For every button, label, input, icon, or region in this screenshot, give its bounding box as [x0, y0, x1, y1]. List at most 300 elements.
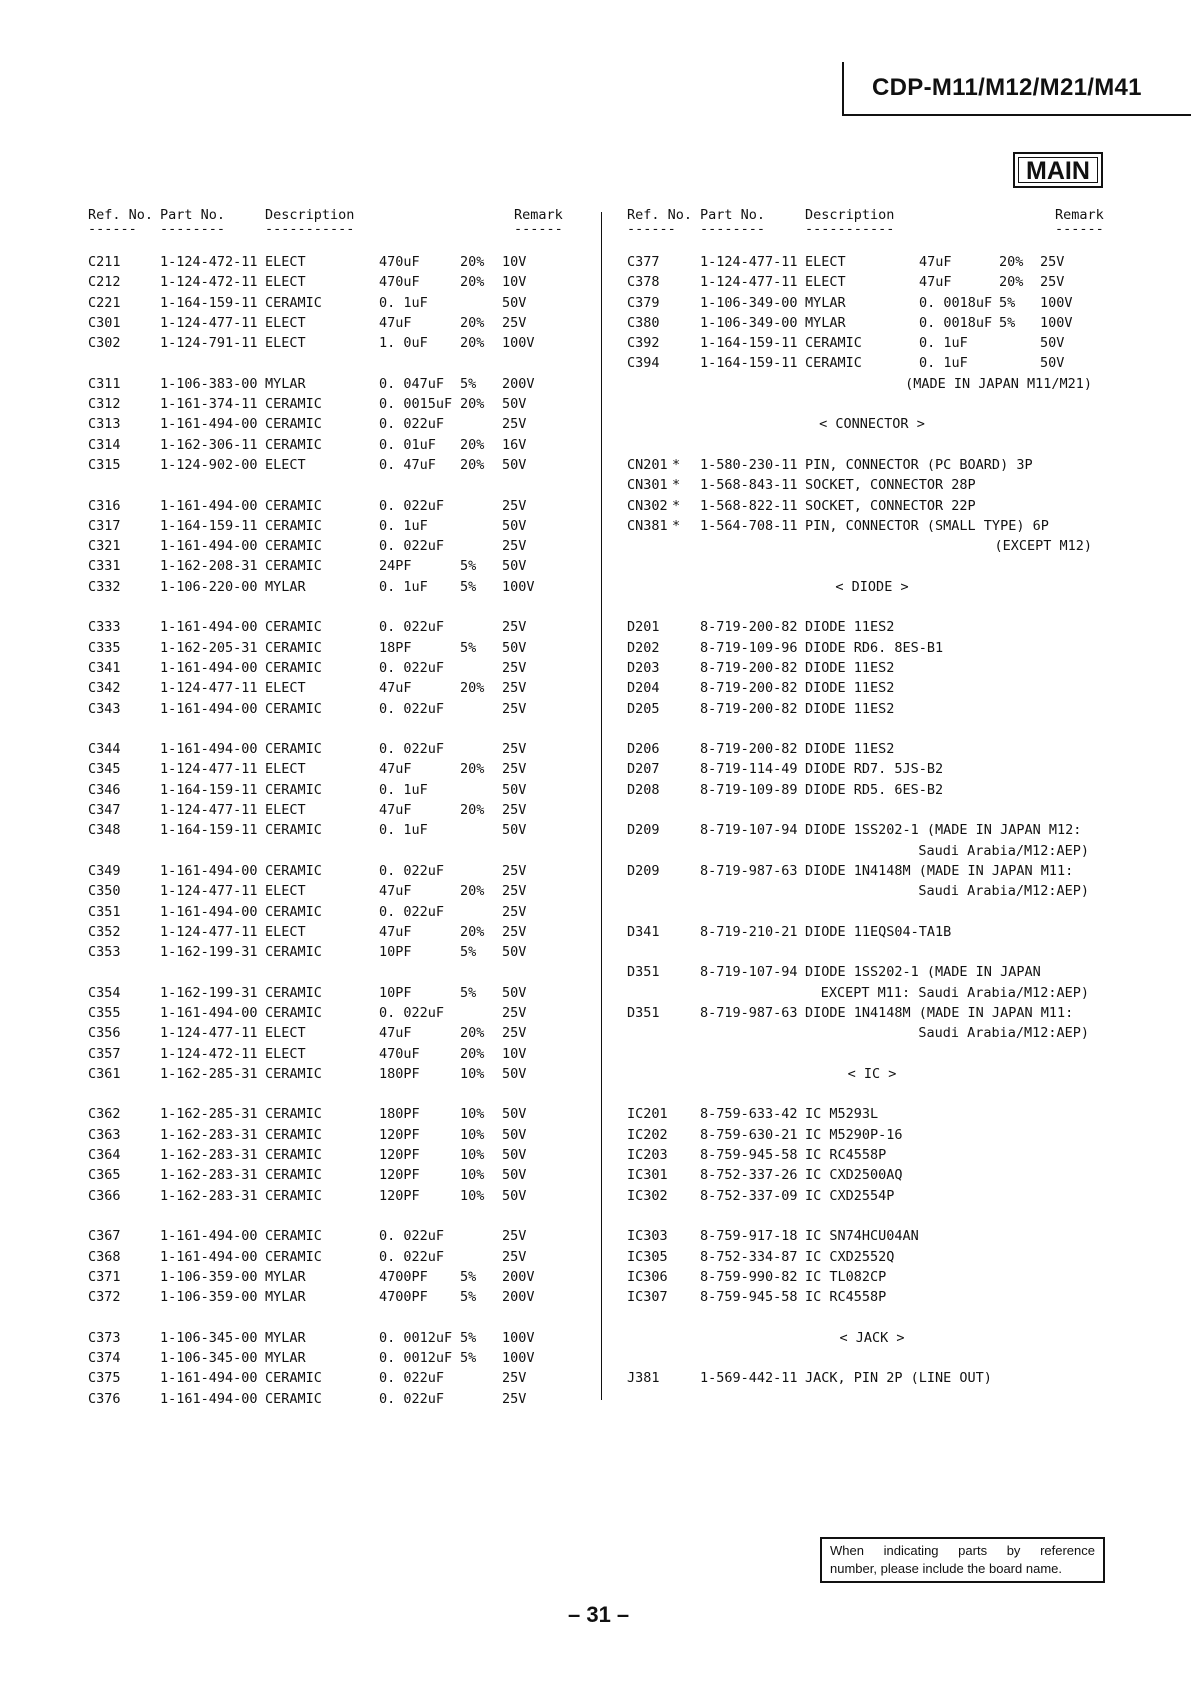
- cell-volt: 50V: [502, 396, 527, 413]
- cell-ref: C344: [88, 741, 121, 758]
- parts-row: [627, 496, 1117, 516]
- column-divider: [601, 212, 602, 1400]
- cell-val: 120PF: [379, 1187, 420, 1204]
- parts-row: [88, 435, 568, 455]
- header-part: Part No.: [160, 207, 226, 223]
- cell-part: 1-124-477-11: [160, 680, 258, 697]
- ic-section-title-text: < IC >: [847, 1065, 897, 1082]
- parts-row: [88, 577, 568, 597]
- parts-row: [88, 861, 568, 881]
- d351b-continuation-text: Saudi Arabia/M12:AEP): [918, 1025, 1089, 1042]
- cell-desc: MYLAR: [805, 314, 846, 331]
- cell-val: 0. 01uF: [379, 436, 436, 453]
- ic-section-title: [627, 1064, 1117, 1084]
- cell-ref: C367: [88, 1228, 121, 1245]
- cell-volt: 10V: [502, 274, 527, 291]
- cell-volt: 200V: [502, 1268, 535, 1285]
- cell-desc: DIODE 11ES2: [805, 741, 895, 758]
- cell-val: 0. 0012uF: [379, 1329, 453, 1346]
- cell-part: 1-124-477-11: [160, 1025, 258, 1042]
- cell-tol: 20%: [460, 396, 485, 413]
- cell-desc: CERAMIC: [265, 517, 322, 534]
- caps-note: [627, 374, 1117, 394]
- parts-row: [627, 922, 1117, 942]
- cell-desc: ELECT: [805, 274, 846, 291]
- cell-tol: 10%: [460, 1167, 485, 1184]
- cell-val: 0. 022uF: [379, 741, 445, 758]
- cell-part: 8-719-210-21: [700, 923, 798, 940]
- cell-tol: 5%: [460, 1350, 477, 1367]
- cell-desc: CERAMIC: [265, 862, 322, 879]
- parts-row: [88, 252, 568, 272]
- cell-ref: IC307: [627, 1289, 668, 1306]
- cell-val: 4700PF: [379, 1268, 428, 1285]
- cell-part: 1-106-359-00: [160, 1268, 258, 1285]
- parts-row: [627, 313, 1117, 333]
- underline-ref: ------: [627, 221, 676, 237]
- cell-volt: 25V: [502, 802, 527, 819]
- cell-volt: 50V: [502, 1147, 527, 1164]
- cell-part: 1-161-494-00: [160, 619, 258, 636]
- cell-volt: 200V: [502, 375, 535, 392]
- cell-desc: ELECT: [805, 254, 846, 270]
- cell-ref: C350: [88, 883, 121, 900]
- cell-desc: DIODE 1SS202-1 (MADE IN JAPAN M12:: [805, 822, 1082, 839]
- cell-part: 8-719-200-82: [700, 619, 798, 636]
- cell-tol: 5%: [460, 984, 477, 1001]
- cell-tol: 20%: [460, 761, 485, 778]
- cell-val: 0. 022uF: [379, 700, 445, 717]
- d209b-continuation-text: Saudi Arabia/M12:AEP): [918, 883, 1089, 900]
- cell-ref: C312: [88, 396, 121, 413]
- parts-list-right: [627, 206, 1117, 1389]
- cell-desc: ELECT: [265, 456, 306, 473]
- cell-volt: 100V: [502, 1329, 535, 1346]
- header-desc: Description: [265, 207, 355, 223]
- cell-ref: IC305: [627, 1248, 668, 1265]
- cell-tol: 5%: [999, 314, 1016, 331]
- cell-ref: C221: [88, 294, 121, 311]
- cell-part: 1-161-494-00: [160, 497, 258, 514]
- cell-ref: C374: [88, 1350, 121, 1367]
- cell-ref: CN381: [627, 517, 668, 534]
- parts-row: [88, 881, 568, 901]
- cell-val: 47uF: [379, 1025, 412, 1042]
- parts-row: [627, 1003, 1117, 1023]
- cell-part: 1-124-477-11: [160, 883, 258, 900]
- underline-desc: -----------: [805, 221, 895, 237]
- cell-ref: D209: [627, 862, 660, 879]
- parts-row: [627, 252, 1117, 272]
- cell-part: 1-106-349-00: [700, 294, 798, 311]
- caps-note-text: (MADE IN JAPAN M11/M21): [905, 375, 1092, 392]
- connector-section-title-text: < CONNECTOR >: [819, 416, 925, 433]
- cell-volt: 100V: [502, 1350, 535, 1367]
- cell-val: 120PF: [379, 1167, 420, 1184]
- cell-part: 1-162-283-31: [160, 1167, 258, 1184]
- parts-row: [88, 516, 568, 536]
- header-part: Part No.: [700, 207, 766, 223]
- cell-tol: 20%: [460, 335, 485, 352]
- cell-ref: CN302: [627, 497, 668, 514]
- cell-val: 47uF: [379, 883, 412, 900]
- parts-row: [627, 780, 1117, 800]
- parts-row: [627, 455, 1117, 475]
- cell-val: 10PF: [379, 984, 412, 1001]
- cell-desc: CERAMIC: [265, 1167, 322, 1184]
- underline-ref: ------: [88, 221, 137, 237]
- cell-part: 8-719-200-82: [700, 659, 798, 676]
- cell-val: 0. 022uF: [379, 538, 445, 555]
- d209a-continuation: [627, 841, 1117, 861]
- parts-row: [88, 780, 568, 800]
- cell-ref: IC201: [627, 1106, 668, 1123]
- cell-ref: C343: [88, 700, 121, 717]
- cell-val: 0. 022uF: [379, 619, 445, 636]
- cell-volt: 25V: [1040, 274, 1065, 291]
- parts-row: [627, 293, 1117, 313]
- cell-desc: CERAMIC: [265, 1187, 322, 1204]
- parts-row: [627, 475, 1117, 495]
- cell-desc: IC M5293L: [805, 1106, 879, 1123]
- cell-desc: IC RC4558P: [805, 1147, 887, 1164]
- cell-volt: 25V: [502, 680, 527, 697]
- cell-desc: DIODE 11ES2: [805, 659, 895, 676]
- cell-desc: CERAMIC: [265, 538, 322, 555]
- cell-ref: D205: [627, 700, 660, 717]
- parts-row: [88, 699, 568, 719]
- cell-ref: IC301: [627, 1167, 668, 1184]
- cell-desc: DIODE RD7. 5JS-B2: [805, 761, 944, 778]
- cell-ref: C313: [88, 416, 121, 433]
- parts-row: [88, 455, 568, 475]
- jack-section-title-text: < JACK >: [839, 1329, 905, 1346]
- cell-desc: CERAMIC: [265, 497, 322, 514]
- diode-section-title-text: < DIODE >: [835, 578, 909, 595]
- cell-desc: SOCKET, CONNECTOR 22P: [805, 497, 976, 514]
- cell-desc: CERAMIC: [265, 1147, 322, 1164]
- parts-row: [88, 617, 568, 637]
- cell-ref: IC302: [627, 1187, 668, 1204]
- cell-desc: CERAMIC: [265, 984, 322, 1001]
- cell-tol: 5%: [460, 1329, 477, 1346]
- cell-desc: IC TL082CP: [805, 1268, 887, 1285]
- cell-desc: CERAMIC: [265, 781, 322, 798]
- cell-val: 24PF: [379, 558, 412, 575]
- cell-val: 0. 022uF: [379, 659, 445, 676]
- cell-volt: 25V: [502, 862, 527, 879]
- cell-part: 1-161-494-00: [160, 1370, 258, 1387]
- cell-volt: 100V: [502, 578, 535, 595]
- parts-row: [627, 353, 1117, 373]
- cell-part: 1-162-199-31: [160, 984, 258, 1001]
- cell-part: 1-162-306-11: [160, 436, 258, 453]
- cell-volt: 25V: [502, 1390, 527, 1407]
- cell-ref: C373: [88, 1329, 121, 1346]
- cell-part: 1-124-477-11: [700, 254, 798, 270]
- cell-ref: C341: [88, 659, 121, 676]
- cell-part: 1-161-494-00: [160, 538, 258, 555]
- cell-part: 1-161-494-00: [160, 1004, 258, 1021]
- cell-part: 8-719-109-89: [700, 781, 798, 798]
- cell-val: 0. 022uF: [379, 1228, 445, 1245]
- cell-desc: DIODE 1SS202-1 (MADE IN JAPAN: [805, 964, 1041, 981]
- cell-ref: C380: [627, 314, 660, 331]
- cell-val: 0. 022uF: [379, 416, 445, 433]
- cell-tol: 5%: [460, 1268, 477, 1285]
- parts-row: [88, 536, 568, 556]
- cell-tol: 20%: [460, 436, 485, 453]
- parts-row: [627, 739, 1117, 759]
- cell-tol: 20%: [460, 274, 485, 291]
- parts-row: [627, 1226, 1117, 1246]
- cell-desc: SOCKET, CONNECTOR 28P: [805, 477, 976, 494]
- cell-ref: C342: [88, 680, 121, 697]
- parts-row: [88, 374, 568, 394]
- cell-ref: C354: [88, 984, 121, 1001]
- cell-part: 1-124-902-00: [160, 456, 258, 473]
- cell-volt: 50V: [1040, 335, 1065, 352]
- cell-part: 1-161-494-00: [160, 1390, 258, 1407]
- d351b-continuation: [627, 1023, 1117, 1043]
- cell-val: 120PF: [379, 1126, 420, 1143]
- cell-ref: D351: [627, 1004, 660, 1021]
- cell-part: 8-752-337-26: [700, 1167, 798, 1184]
- parts-row: [88, 333, 568, 353]
- cell-desc: ELECT: [265, 1045, 306, 1062]
- cell-ref: C315: [88, 456, 121, 473]
- cell-ref: C356: [88, 1025, 121, 1042]
- parts-row: [88, 800, 568, 820]
- cell-part: 1-162-208-31: [160, 558, 258, 575]
- cell-ref: IC303: [627, 1228, 668, 1245]
- cell-desc: CERAMIC: [265, 1228, 322, 1245]
- cell-volt: 50V: [502, 558, 527, 575]
- parts-row: [88, 759, 568, 779]
- cell-desc: ELECT: [265, 1025, 306, 1042]
- cell-val: 47uF: [379, 761, 412, 778]
- cell-part: 1-124-472-11: [160, 254, 258, 270]
- cell-ref: C314: [88, 436, 121, 453]
- cell-part: 1-164-159-11: [700, 355, 798, 372]
- board-label: MAIN: [1018, 157, 1098, 183]
- cell-part: 1-106-345-00: [160, 1329, 258, 1346]
- cell-desc: ELECT: [265, 883, 306, 900]
- cell-part: 1-568-843-11: [700, 477, 798, 494]
- parts-row: [627, 1186, 1117, 1206]
- cell-volt: 25V: [502, 1248, 527, 1265]
- parts-row: [88, 313, 568, 333]
- cell-volt: 10V: [502, 1045, 527, 1062]
- board-label-box: [1013, 152, 1103, 188]
- cell-tol: 5%: [460, 558, 477, 575]
- parts-row: [88, 1368, 568, 1388]
- cell-desc: CERAMIC: [265, 558, 322, 575]
- cell-val: 4700PF: [379, 1289, 428, 1306]
- cell-volt: 50V: [502, 944, 527, 961]
- cell-desc: CERAMIC: [265, 944, 322, 961]
- model-title: CDP-M11/M12/M21/M41: [872, 74, 1142, 101]
- parts-row: [88, 922, 568, 942]
- cell-desc: IC CXD2500AQ: [805, 1167, 903, 1184]
- cell-desc: DIODE RD6. 8ES-B1: [805, 639, 944, 656]
- cell-tol: 20%: [999, 254, 1024, 270]
- cell-desc: MYLAR: [265, 1329, 306, 1346]
- cell-part: 1-161-494-00: [160, 1248, 258, 1265]
- parts-row: [88, 293, 568, 313]
- cell-tol: 20%: [460, 923, 485, 940]
- cell-volt: 50V: [502, 456, 527, 473]
- cell-volt: 50V: [1040, 355, 1065, 372]
- cell-part: 8-759-945-58: [700, 1147, 798, 1164]
- cell-volt: 25V: [1040, 254, 1065, 270]
- cell-val: 180PF: [379, 1065, 420, 1082]
- cell-desc: IC M5290P-16: [805, 1126, 903, 1143]
- cell-desc: PIN, CONNECTOR (PC BOARD) 3P: [805, 456, 1033, 473]
- parts-row: [627, 617, 1117, 637]
- cell-volt: 100V: [1040, 294, 1073, 311]
- cell-part: 8-759-917-18: [700, 1228, 798, 1245]
- cell-volt: 50V: [502, 1106, 527, 1123]
- cell-desc: CERAMIC: [805, 335, 862, 352]
- cell-ref: C335: [88, 639, 121, 656]
- cell-volt: 16V: [502, 436, 527, 453]
- cell-val: 47uF: [379, 314, 412, 331]
- cell-tol: 10%: [460, 1147, 485, 1164]
- cell-desc: MYLAR: [265, 578, 306, 595]
- cell-ref: D202: [627, 639, 660, 656]
- parts-row: [88, 638, 568, 658]
- cell-ref: C316: [88, 497, 121, 514]
- cell-desc: DIODE 1N4148M (MADE IN JAPAN M11:: [805, 1004, 1074, 1021]
- cell-desc: IC CXD2554P: [805, 1187, 895, 1204]
- cell-volt: 25V: [502, 619, 527, 636]
- cell-tol: 20%: [460, 802, 485, 819]
- cell-ref: C377: [627, 254, 660, 270]
- cell-val: 470uF: [379, 1045, 420, 1062]
- cell-ref: IC306: [627, 1268, 668, 1285]
- cell-val: 0. 1uF: [379, 294, 428, 311]
- parts-row: [88, 272, 568, 292]
- cell-part: 1-564-708-11: [700, 517, 798, 534]
- cell-val: 0. 0015uF: [379, 396, 453, 413]
- header-remark: Remark: [1055, 207, 1104, 223]
- right-parts-body: [627, 252, 1117, 1389]
- cell-volt: 50V: [502, 639, 527, 656]
- cell-desc: IC CXD2552Q: [805, 1248, 895, 1265]
- cell-desc: PIN, CONNECTOR (SMALL TYPE) 6P: [805, 517, 1049, 534]
- cell-desc: CERAMIC: [265, 294, 322, 311]
- cell-val: 1. 0uF: [379, 335, 428, 352]
- cell-part: 8-719-114-49: [700, 761, 798, 778]
- cell-val: 10PF: [379, 944, 412, 961]
- cell-val: 47uF: [919, 254, 952, 270]
- cell-part: 8-719-200-82: [700, 680, 798, 697]
- cell-desc: DIODE 11EQS04-TA1B: [805, 923, 952, 940]
- underline-part: --------: [700, 221, 766, 237]
- cell-ref: C365: [88, 1167, 121, 1184]
- cell-desc: CERAMIC: [265, 659, 322, 676]
- cell-ref: C375: [88, 1370, 121, 1387]
- parts-row: [627, 1267, 1117, 1287]
- board-name-notice: [820, 1537, 1105, 1583]
- d209a-continuation-text: Saudi Arabia/M12:AEP): [918, 842, 1089, 859]
- cell-ref: C362: [88, 1106, 121, 1123]
- cell-part: 1-106-383-00: [160, 375, 258, 392]
- parts-row: [88, 739, 568, 759]
- cell-val: 0. 0018uF: [919, 294, 993, 311]
- parts-row: [88, 820, 568, 840]
- cell-desc: IC RC4558P: [805, 1289, 887, 1306]
- cell-ref: C366: [88, 1187, 121, 1204]
- cell-part: 8-719-109-96: [700, 639, 798, 656]
- connector-section-title: [627, 414, 1117, 434]
- parts-row: [627, 1368, 1117, 1388]
- cell-desc: MYLAR: [265, 1268, 306, 1285]
- header-divider-horizontal: [842, 114, 1191, 116]
- parts-row: [627, 759, 1117, 779]
- cell-part: 1-124-477-11: [160, 923, 258, 940]
- cell-desc: ELECT: [265, 314, 306, 331]
- cell-tol: 20%: [460, 883, 485, 900]
- cell-part: 1-164-159-11: [160, 517, 258, 534]
- cell-tol: 10%: [460, 1126, 485, 1143]
- cell-ref: C372: [88, 1289, 121, 1306]
- cell-volt: 50V: [502, 294, 527, 311]
- parts-row: [88, 1044, 568, 1064]
- cell-ref: C363: [88, 1126, 121, 1143]
- cell-part: 1-124-472-11: [160, 1045, 258, 1062]
- cell-volt: 50V: [502, 822, 527, 839]
- cell-val: 0. 047uF: [379, 375, 445, 392]
- cell-part: 1-162-285-31: [160, 1065, 258, 1082]
- cell-tol: 20%: [460, 1025, 485, 1042]
- parts-list-left: [88, 206, 568, 1409]
- cell-tol: 5%: [460, 944, 477, 961]
- cell-ref: C211: [88, 254, 121, 270]
- parts-row: [88, 1064, 568, 1084]
- cell-part: 1-162-283-31: [160, 1126, 258, 1143]
- d351a-continuation-text: EXCEPT M11: Saudi Arabia/M12:AEP): [820, 984, 1089, 1001]
- cell-ref: C378: [627, 274, 660, 291]
- cell-ref: C348: [88, 822, 121, 839]
- cell-val: 180PF: [379, 1106, 420, 1123]
- parts-row: [627, 1125, 1117, 1145]
- d209b-continuation: [627, 881, 1117, 901]
- cell-desc: CERAMIC: [265, 1106, 322, 1123]
- cell-desc: ELECT: [265, 680, 306, 697]
- cell-volt: 25V: [502, 416, 527, 433]
- cell-part: 8-719-107-94: [700, 964, 798, 981]
- cell-ref: D201: [627, 619, 660, 636]
- cell-ref: D208: [627, 781, 660, 798]
- cell-ref: C352: [88, 923, 121, 940]
- cell-tol: 5%: [460, 375, 477, 392]
- cell-ref: IC202: [627, 1126, 668, 1143]
- cell-desc: CERAMIC: [265, 822, 322, 839]
- cell-part: 1-161-374-11: [160, 396, 258, 413]
- cell-mark: *: [672, 517, 681, 534]
- cell-ref: CN201: [627, 456, 668, 473]
- parts-row: [627, 1247, 1117, 1267]
- cell-part: 1-161-494-00: [160, 1228, 258, 1245]
- cell-part: 1-106-359-00: [160, 1289, 258, 1306]
- cell-val: 0. 022uF: [379, 903, 445, 920]
- cell-volt: 25V: [502, 923, 527, 940]
- cell-part: 1-161-494-00: [160, 741, 258, 758]
- cell-tol: 10%: [460, 1106, 485, 1123]
- cell-val: 0. 1uF: [379, 578, 428, 595]
